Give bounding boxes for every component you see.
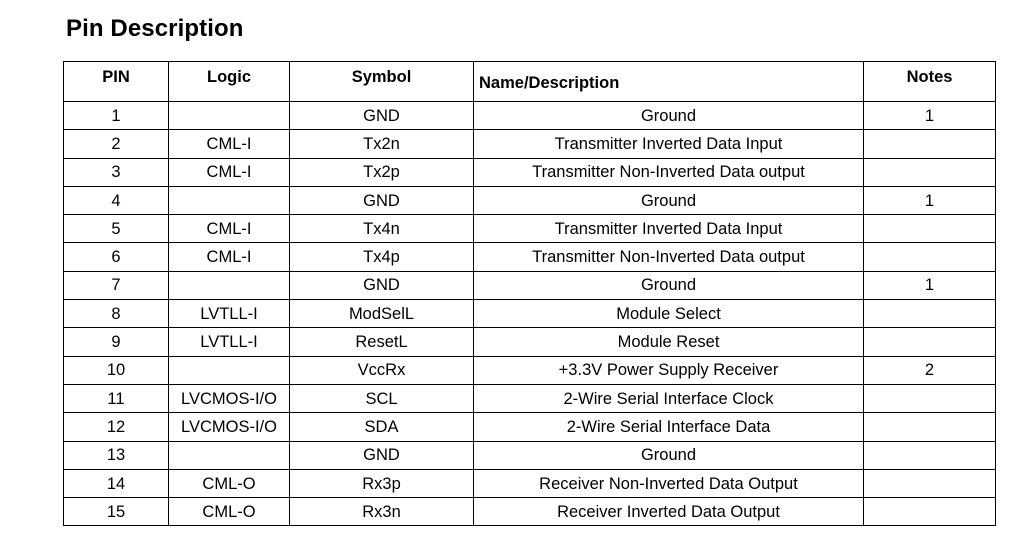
table-row (64, 130, 996, 158)
cell-name: Transmitter Non-Inverted Data output (474, 243, 864, 271)
cell-symbol: Tx4p (290, 243, 474, 271)
table-row (64, 158, 996, 186)
cell-logic: CML-O (169, 469, 290, 497)
table-row (64, 469, 996, 497)
cell-symbol: GND (290, 102, 474, 130)
cell-symbol: SDA (290, 413, 474, 441)
table-row (64, 300, 996, 328)
cell-symbol: Tx4n (290, 215, 474, 243)
header-name-description: Name/Description (474, 62, 864, 102)
cell-logic: CML-I (169, 243, 290, 271)
cell-symbol: GND (290, 441, 474, 469)
cell-logic: LVTLL-I (169, 328, 290, 356)
cell-symbol: SCL (290, 384, 474, 412)
cell-symbol: Tx2p (290, 158, 474, 186)
table-row (64, 498, 996, 526)
table-row (64, 441, 996, 469)
cell-notes: 1 (864, 102, 996, 130)
table-row (64, 243, 996, 271)
header-pin: PIN (64, 62, 169, 102)
cell-name: Module Reset (474, 328, 864, 356)
header-symbol: Symbol (290, 62, 474, 102)
cell-name: Ground (474, 186, 864, 214)
cell-logic: LVCMOS-I/O (169, 384, 290, 412)
cell-name: +3.3V Power Supply Receiver (474, 356, 864, 384)
cell-name: Transmitter Inverted Data Input (474, 130, 864, 158)
cell-notes: 1 (864, 186, 996, 214)
page-title: Pin Description (66, 15, 244, 42)
cell-pin: 8 (64, 300, 169, 328)
cell-logic: CML-O (169, 498, 290, 526)
cell-pin: 10 (64, 356, 169, 384)
cell-notes (864, 384, 996, 412)
cell-logic: CML-I (169, 215, 290, 243)
table-row (64, 186, 996, 214)
cell-pin: 4 (64, 186, 169, 214)
cell-name: Ground (474, 441, 864, 469)
cell-notes (864, 300, 996, 328)
cell-logic (169, 356, 290, 384)
cell-name: 2-Wire Serial Interface Data (474, 413, 864, 441)
table-header-row (64, 62, 996, 102)
cell-symbol: Rx3p (290, 469, 474, 497)
cell-pin: 9 (64, 328, 169, 356)
cell-notes (864, 469, 996, 497)
cell-symbol: GND (290, 186, 474, 214)
cell-notes: 1 (864, 271, 996, 299)
cell-name: Receiver Non-Inverted Data Output (474, 469, 864, 497)
cell-pin: 2 (64, 130, 169, 158)
cell-symbol: ResetL (290, 328, 474, 356)
cell-notes (864, 498, 996, 526)
cell-notes: 2 (864, 356, 996, 384)
header-notes: Notes (864, 62, 996, 102)
cell-notes (864, 328, 996, 356)
cell-name: Module Select (474, 300, 864, 328)
cell-logic (169, 271, 290, 299)
cell-notes (864, 413, 996, 441)
cell-symbol: ModSelL (290, 300, 474, 328)
cell-name: Transmitter Inverted Data Input (474, 215, 864, 243)
table-row (64, 102, 996, 130)
cell-logic (169, 441, 290, 469)
cell-logic (169, 102, 290, 130)
cell-notes (864, 243, 996, 271)
table-row (64, 384, 996, 412)
cell-pin: 5 (64, 215, 169, 243)
cell-logic (169, 186, 290, 214)
cell-logic: CML-I (169, 158, 290, 186)
cell-symbol: GND (290, 271, 474, 299)
table-row (64, 271, 996, 299)
cell-pin: 6 (64, 243, 169, 271)
table-row (64, 356, 996, 384)
cell-notes (864, 158, 996, 186)
pin-description-table (63, 61, 996, 526)
cell-name: Ground (474, 102, 864, 130)
cell-name: Receiver Inverted Data Output (474, 498, 864, 526)
cell-notes (864, 215, 996, 243)
cell-name: Ground (474, 271, 864, 299)
cell-pin: 15 (64, 498, 169, 526)
cell-logic: LVCMOS-I/O (169, 413, 290, 441)
table-row (64, 328, 996, 356)
cell-logic: LVTLL-I (169, 300, 290, 328)
cell-symbol: Tx2n (290, 130, 474, 158)
cell-pin: 1 (64, 102, 169, 130)
cell-notes (864, 441, 996, 469)
cell-notes (864, 130, 996, 158)
cell-pin: 3 (64, 158, 169, 186)
cell-pin: 13 (64, 441, 169, 469)
cell-symbol: Rx3n (290, 498, 474, 526)
table-row (64, 215, 996, 243)
cell-symbol: VccRx (290, 356, 474, 384)
cell-pin: 12 (64, 413, 169, 441)
cell-logic: CML-I (169, 130, 290, 158)
table-row (64, 413, 996, 441)
cell-pin: 14 (64, 469, 169, 497)
header-logic: Logic (169, 62, 290, 102)
cell-pin: 11 (64, 384, 169, 412)
cell-name: 2-Wire Serial Interface Clock (474, 384, 864, 412)
cell-pin: 7 (64, 271, 169, 299)
cell-name: Transmitter Non-Inverted Data output (474, 158, 864, 186)
